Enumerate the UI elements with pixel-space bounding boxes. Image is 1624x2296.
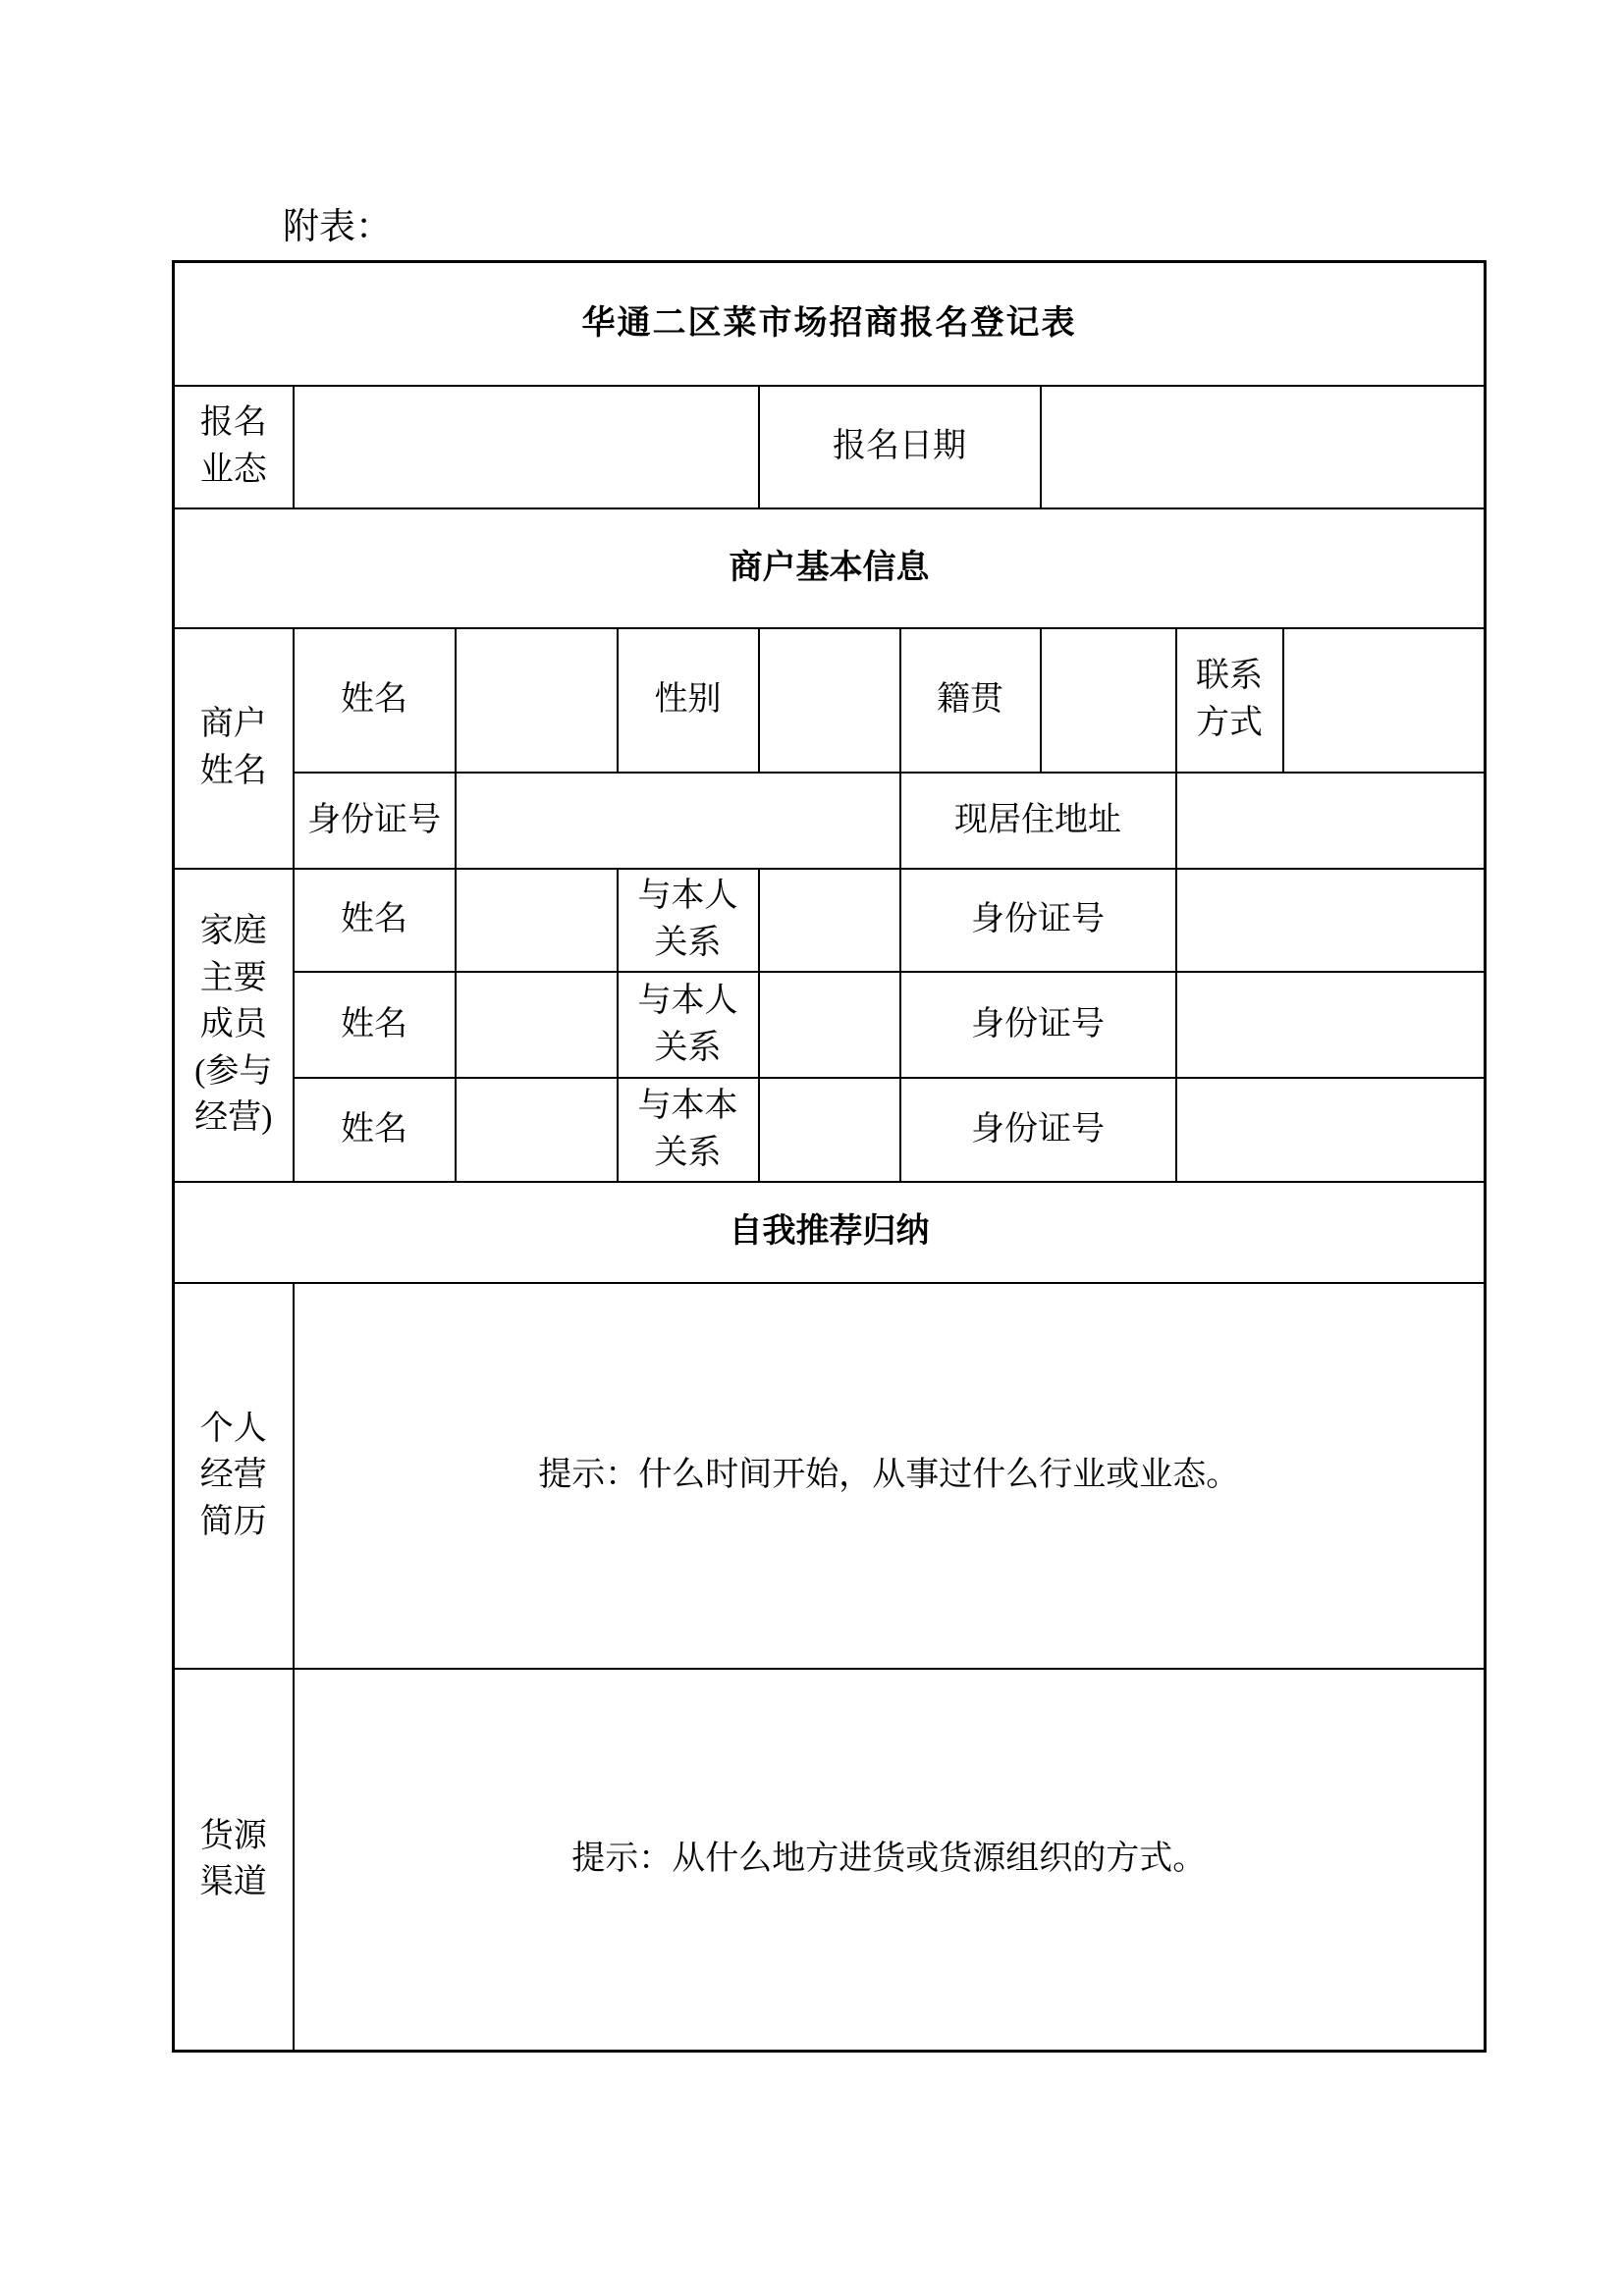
supply-label-line2: 渠道 <box>199 1864 267 1901</box>
family-row3-relation-label-line1: 与本本 <box>637 1087 738 1124</box>
apply-date-value-cell <box>1041 386 1486 508</box>
family-row2-relation-value-cell <box>759 972 900 1078</box>
section-self-recommendation: 自我推荐归纳 <box>174 1182 1486 1283</box>
merchant-id-value-cell <box>456 773 900 869</box>
resume-label-line2: 经营 <box>199 1457 267 1494</box>
merchant-name-label: 姓名 <box>294 628 456 773</box>
resume-hint-text: 提示：什么时间开始，从事过什么行业或业态。 <box>538 1457 1240 1494</box>
merchant-name-value-cell <box>456 628 618 773</box>
supply-content-cell <box>294 1669 1486 2052</box>
family-row3-relation-label-line2: 关系 <box>654 1134 722 1171</box>
form-title: 华通二区菜市场招商报名登记表 <box>174 262 1486 386</box>
merchant-address-value-cell <box>1176 773 1486 869</box>
merchant-contact-label-line2: 方式 <box>1196 705 1263 741</box>
family-row1-relation-label-line2: 关系 <box>654 925 722 961</box>
family-row3-name-label: 姓名 <box>294 1078 456 1182</box>
family-row2-relation-label-line2: 关系 <box>654 1029 722 1066</box>
merchant-group-label-line1: 商户 <box>199 706 267 743</box>
family-group-label-line3: 成员 <box>199 1006 267 1043</box>
family-row1-name-label: 姓名 <box>294 869 456 972</box>
supply-hint-text: 提示：从什么地方进货或货源组织的方式。 <box>571 1841 1207 1878</box>
family-group-label-line4: (参与 <box>194 1052 273 1090</box>
family-row3-name-value-cell <box>456 1078 618 1182</box>
family-row3-relation-value-cell <box>759 1078 900 1182</box>
family-members-group-label <box>174 869 294 1182</box>
apply-date-label: 报名日期 <box>759 386 1041 508</box>
family-row1-id-value-cell <box>1176 869 1486 972</box>
family-row1-id-label: 身份证号 <box>900 869 1176 972</box>
merchant-id-label: 身份证号 <box>294 773 456 869</box>
family-row2-id-label: 身份证号 <box>900 972 1176 1078</box>
family-group-label-line5: 经营) <box>194 1099 273 1137</box>
supply-label-line1: 货源 <box>199 1817 267 1854</box>
merchant-origin-value-cell <box>1041 628 1176 773</box>
apply-category-label-line2: 业态 <box>199 452 267 488</box>
family-row1-relation-label <box>618 869 759 972</box>
merchant-contact-value-cell <box>1283 628 1486 773</box>
resume-label-line3: 简历 <box>199 1503 267 1540</box>
resume-label-line1: 个人 <box>199 1410 267 1447</box>
merchant-gender-value-cell <box>759 628 900 773</box>
merchant-name-group-label <box>174 628 294 869</box>
section-merchant-basic-info: 商户基本信息 <box>174 508 1486 628</box>
merchant-group-label-line2: 姓名 <box>199 753 267 789</box>
family-row1-name-value-cell <box>456 869 618 972</box>
supply-group-label <box>174 1669 294 2052</box>
family-row3-id-label: 身份证号 <box>900 1078 1176 1182</box>
apply-category-label <box>174 386 294 508</box>
merchant-contact-label <box>1176 628 1283 773</box>
family-group-label-line2: 主要 <box>199 959 267 996</box>
family-row2-relation-label <box>618 972 759 1078</box>
registration-form-table <box>172 260 1487 2053</box>
family-group-label-line1: 家庭 <box>199 913 267 950</box>
family-row2-id-value-cell <box>1176 972 1486 1078</box>
merchant-contact-label-line1: 联系 <box>1196 658 1263 695</box>
family-row3-id-value-cell <box>1176 1078 1486 1182</box>
merchant-gender-label: 性别 <box>618 628 759 773</box>
family-row1-relation-label-line1: 与本人 <box>637 878 738 915</box>
resume-content-cell <box>294 1283 1486 1669</box>
merchant-address-label: 现居住地址 <box>900 773 1176 869</box>
family-row3-relation-label <box>618 1078 759 1182</box>
family-row1-relation-value-cell <box>759 869 900 972</box>
attachment-note-label: 附表： <box>283 207 392 247</box>
family-row2-relation-label-line1: 与本人 <box>637 982 738 1019</box>
merchant-origin-label: 籍贯 <box>900 628 1041 773</box>
apply-category-value-cell <box>294 386 759 508</box>
family-row2-name-label: 姓名 <box>294 972 456 1078</box>
family-row2-name-value-cell <box>456 972 618 1078</box>
apply-category-label-line1: 报名 <box>199 404 267 442</box>
resume-group-label <box>174 1283 294 1669</box>
